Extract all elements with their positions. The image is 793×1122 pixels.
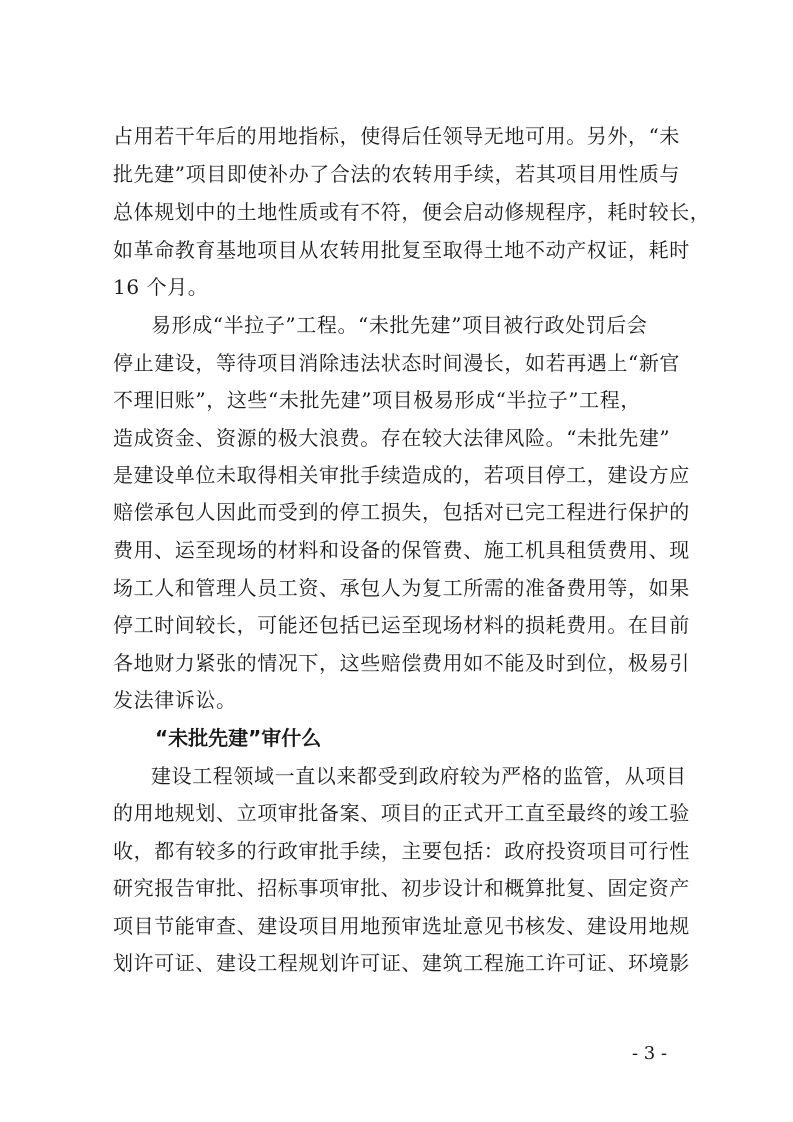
text-line: 是建设单位未取得相关审批手续造成的，若项目停工，建设方应: [113, 463, 690, 487]
text-line: 如革命教育基地项目从农转用批复至取得土地不动产权证，耗时: [113, 238, 690, 262]
text-line: 的用地规划、立项审批备案、项目的正式开工直至最终的竣工验: [113, 801, 690, 825]
text-line: 批先建”项目即使补办了合法的农转用手续，若其项目用性质与: [113, 162, 681, 186]
page-number: - 3 -: [632, 1043, 668, 1064]
text-line: 易形成“半拉子”工程。“未批先建”项目被行政处罚后会: [151, 313, 648, 337]
text-line: 各地财力紧张的情况下，这些赔偿费用如不能及时到位，极易引: [113, 651, 690, 675]
text-line: 发法律诉讼。: [113, 688, 237, 712]
text-line: 建设工程领域一直以来都受到政府较为严格的监管，从项目: [151, 764, 687, 788]
text-line: 停工时间较长，可能还包括已运至现场材料的损耗费用。在目前: [113, 613, 690, 637]
text-line: 占用若干年后的用地指标，使得后任领导无地可用。另外，“未: [113, 124, 681, 148]
text-line: 研究报告审批、招标事项审批、初步设计和概算批复、固定资产: [113, 876, 690, 900]
text-line: 赔偿承包人因此而受到的停工损失，包括对已完工程进行保护的: [113, 500, 690, 524]
text-line: 费用、运至现场的材料和设备的保管费、施工机具租赁费用、现: [113, 538, 690, 562]
text-line: 项目节能审查、建设项目用地预审选址意见书核发、建设用地规: [113, 914, 690, 938]
text-line: 16 个月。: [113, 275, 209, 299]
text-line: 划许可证、建设工程规划许可证、建筑工程施工许可证、环境影: [113, 951, 690, 975]
text-line: 造成资金、资源的极大浪费。存在较大法律风险。“未批先建”: [113, 426, 671, 450]
text-line: 不理旧账”，这些“未批先建”项目极易形成“半拉子”工程，: [113, 388, 641, 412]
text-line: 收，都有较多的行政审批手续，主要包括：政府投资项目可行性: [113, 839, 690, 863]
text-line: 停止建设，等待项目消除违法状态时间漫长，如若再遇上“新官: [113, 351, 681, 375]
section-heading: “未批先建”审什么: [155, 726, 322, 750]
text-line: 总体规划中的土地性质或有不符，便会启动修规程序，耗时较长，: [113, 200, 711, 224]
text-line: 场工人和管理人员工资、承包人为复工所需的准备费用等，如果: [113, 576, 690, 600]
